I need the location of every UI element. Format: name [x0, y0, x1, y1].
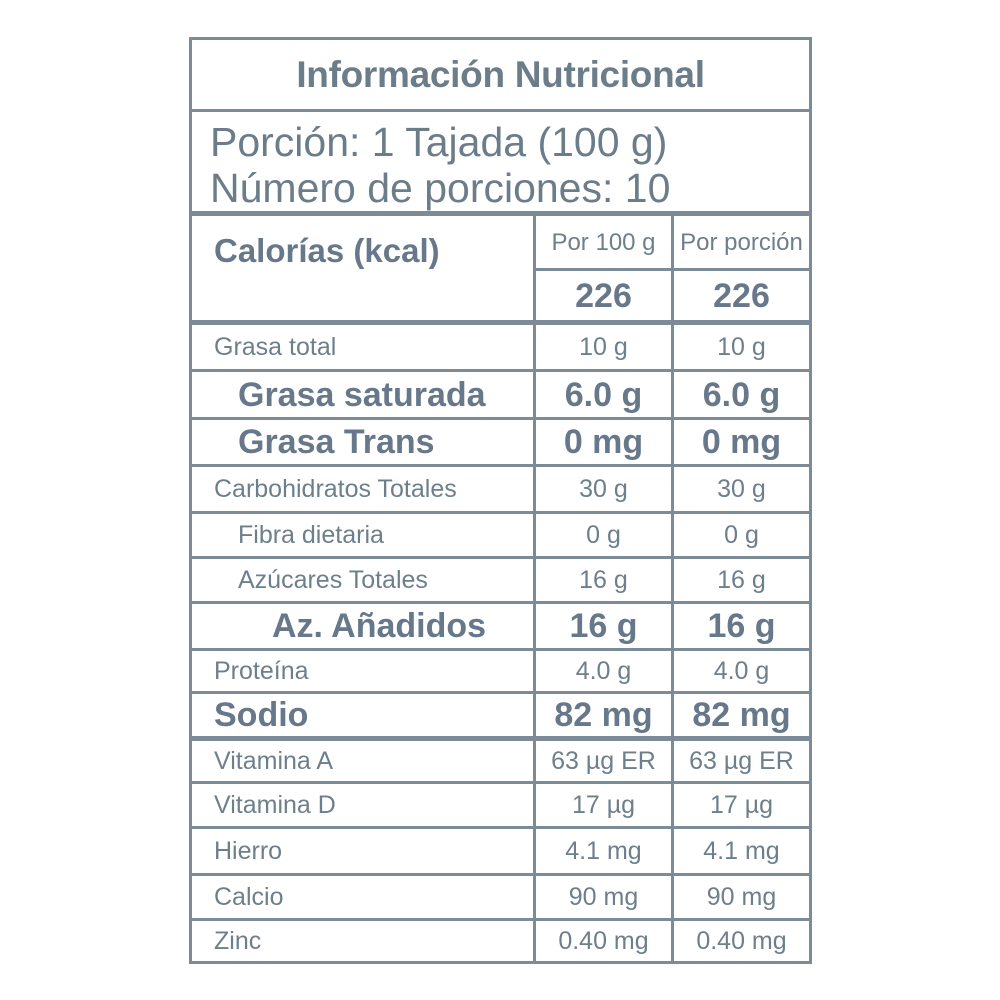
- calories-per-serving: 226: [713, 276, 770, 315]
- row-label-iron: Hierro: [214, 836, 283, 865]
- protein-per-100g: 4.0 g: [575, 656, 632, 685]
- row-label-total-carbs: Carbohidratos Totales: [214, 474, 457, 503]
- total-carbs-per-100g: 30 g: [579, 474, 628, 503]
- zinc-per-100g: 0.40 mg: [558, 926, 649, 955]
- row-label-sodium: Sodio: [214, 696, 309, 734]
- col-header-per-serving: Por porción: [680, 229, 803, 256]
- sodium-per-serving: 82 mg: [692, 696, 791, 734]
- col-header-per-100g: Por 100 g: [551, 229, 656, 256]
- vitamin-a-per-serving: 63 µg ER: [689, 746, 794, 775]
- nutrition-facts-panel: [189, 37, 812, 964]
- saturated-fat-per-serving: 6.0 g: [702, 375, 781, 414]
- trans-fat-per-serving: 0 mg: [701, 423, 782, 461]
- added-sugars-per-100g: 16 g: [569, 607, 638, 645]
- dietary-fiber-per-serving: 0 g: [724, 520, 759, 549]
- row-label-trans-fat: Grasa Trans: [238, 423, 435, 461]
- iron-per-serving: 4.1 mg: [703, 836, 780, 865]
- row-label-calcium: Calcio: [214, 882, 284, 911]
- calories-label: Calorías (kcal): [214, 231, 440, 269]
- vitamin-a-per-100g: 63 µg ER: [551, 746, 656, 775]
- total-fat-per-serving: 10 g: [717, 332, 766, 361]
- panel-title: Información Nutricional: [192, 40, 809, 112]
- row-label-zinc: Zinc: [214, 926, 262, 955]
- total-sugars-per-serving: 16 g: [717, 565, 766, 594]
- total-carbs-per-serving: 30 g: [717, 474, 766, 503]
- vitamin-d-per-100g: 17 µg: [571, 790, 636, 819]
- row-label-added-sugars: Az. Añadidos: [272, 607, 487, 645]
- total-fat-per-100g: 10 g: [579, 332, 628, 361]
- trans-fat-per-100g: 0 mg: [563, 423, 644, 461]
- row-label-saturated-fat: Grasa saturada: [238, 375, 486, 414]
- sodium-per-100g: 82 mg: [554, 696, 653, 734]
- row-label-total-fat: Grasa total: [214, 332, 337, 361]
- zinc-per-serving: 0.40 mg: [696, 926, 787, 955]
- row-label-total-sugars: Azúcares Totales: [238, 565, 428, 594]
- row-label-vitamin-d: Vitamina D: [214, 790, 336, 819]
- calories-per-100g: 226: [575, 276, 632, 315]
- row-label-protein: Proteína: [214, 656, 309, 685]
- serving-info: [192, 112, 809, 216]
- total-sugars-per-100g: 16 g: [579, 565, 628, 594]
- serving-size: Porción: 1 Tajada (100 g): [210, 119, 668, 165]
- saturated-fat-per-100g: 6.0 g: [564, 375, 643, 414]
- calcium-per-100g: 90 mg: [568, 882, 639, 911]
- row-label-dietary-fiber: Fibra dietaria: [238, 520, 384, 549]
- dietary-fiber-per-100g: 0 g: [586, 520, 621, 549]
- servings-per-container: Número de porciones: 10: [210, 165, 671, 211]
- protein-per-serving: 4.0 g: [713, 656, 770, 685]
- calcium-per-serving: 90 mg: [706, 882, 777, 911]
- iron-per-100g: 4.1 mg: [565, 836, 642, 865]
- vitamin-d-per-serving: 17 µg: [709, 790, 774, 819]
- row-label-vitamin-a: Vitamina A: [214, 746, 334, 775]
- added-sugars-per-serving: 16 g: [707, 607, 776, 645]
